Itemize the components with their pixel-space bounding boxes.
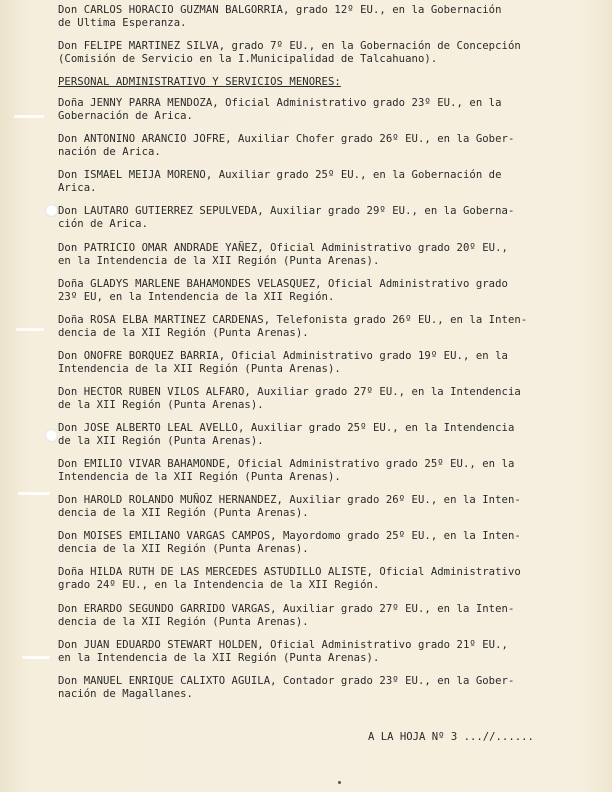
paragraph-8 xyxy=(58,278,598,304)
paragraph-line: ción de Arica. xyxy=(58,218,148,231)
paragraph-line: Don ANTONINO ARANCIO JOFRE, Auxiliar Chofer grado 26º EU., en la Gober- xyxy=(58,133,515,146)
paragraph-18 xyxy=(58,639,598,665)
paragraph-line: Gobernación de Arica. xyxy=(58,110,193,123)
paragraph-line: Don CARLOS HORACIO GUZMAN BALGORRIA, grado 12º EU., en la Gobernación xyxy=(58,4,502,16)
paragraph-line: dencia de la XII Región (Punta Arenas). xyxy=(58,507,309,520)
paragraph-line: 23º EU, en la Intendencia de la XII Región. xyxy=(58,290,335,303)
page-continuation-footer: A LA HOJA Nº 3 ...//...... xyxy=(368,731,534,743)
paragraph-line: Don JOSE ALBERTO LEAL AVELLO, Auxiliar grado 25º EU., en la Intendencia xyxy=(58,422,515,435)
paragraph-6 xyxy=(58,205,598,231)
paragraph-line: Don MANUEL ENRIQUE CALIXTO AGUILA, Contador grado 23º EU., en la Gober- xyxy=(58,674,515,687)
paragraph-line: en la Intendencia de la XII Región (Punta Arenas). xyxy=(58,651,380,664)
paragraph-line: Don PATRICIO OMAR ANDRADE YAÑEZ, Oficial Administrativo grado 20º EU., xyxy=(58,241,508,254)
paragraph-7 xyxy=(58,242,598,268)
paragraph-line: (Comisión de Servicio en la I.Municipalidad de Talcahuano). xyxy=(58,53,438,66)
paragraph-line: en la Intendencia de la XII Región (Punta Arenas). xyxy=(58,254,380,267)
paragraph-12 xyxy=(58,422,598,448)
paragraph-17 xyxy=(58,603,598,629)
paragraph-11 xyxy=(58,386,598,412)
paragraph-line: Don HAROLD ROLANDO MUÑOZ HERNANDEZ, Auxiliar grado 26º EU., en la Inten- xyxy=(58,494,521,507)
paragraph-10 xyxy=(58,350,598,376)
paragraph-line: Intendencia de la XII Región (Punta Arenas). xyxy=(58,471,341,484)
paragraph-14 xyxy=(58,494,598,520)
paragraph-line: Don ISMAEL MEIJA MORENO, Auxiliar grado 25º EU., en la Gobernación de xyxy=(58,169,502,182)
paragraph-19 xyxy=(58,675,598,701)
paragraph-15 xyxy=(58,530,598,556)
paragraph-line: Doña GLADYS MARLENE BAHAMONDES VELASQUEZ, Oficial Administrativo grado xyxy=(58,277,508,290)
paragraph-16 xyxy=(58,566,598,592)
paper-tear-mark xyxy=(22,656,50,659)
paragraph-13 xyxy=(58,458,598,484)
paragraph-line: Don ERARDO SEGUNDO GARRIDO VARGAS, Auxiliar grado 27º EU., en la Inten- xyxy=(58,602,515,615)
paragraph-9 xyxy=(58,314,598,340)
document-body xyxy=(58,4,598,711)
paragraph-line: de la XII Región (Punta Arenas). xyxy=(58,435,264,448)
paragraph-line: Don FELIPE MARTINEZ SILVA, grado 7º EU., en la Gobernación de Concepción xyxy=(58,40,521,53)
paragraph-line: Don LAUTARO GUTIERREZ SEPULVEDA, Auxiliar grado 29º EU., en la Goberna- xyxy=(58,205,515,218)
paragraph-line: Don MOISES EMILIANO VARGAS CAMPOS, Mayordomo grado 25º EU., en la Inten- xyxy=(58,530,521,543)
paragraph-line: Don HECTOR RUBEN VILOS ALFARO, Auxiliar grado 27º EU., en la Intendencia xyxy=(58,385,521,398)
paragraph-line: de Ultima Esperanza. xyxy=(58,17,187,29)
paper-tear-mark xyxy=(18,492,50,495)
ink-dot xyxy=(338,781,341,784)
paragraph-line: Don EMILIO VIVAR BAHAMONDE, Oficial Administrativo grado 25º EU., en la xyxy=(58,458,515,471)
paragraph-line: dencia de la XII Región (Punta Arenas). xyxy=(58,543,309,556)
paragraph-line: dencia de la XII Región (Punta Arenas). xyxy=(58,615,309,628)
paragraph-line: Intendencia de la XII Región (Punta Arenas). xyxy=(58,362,341,375)
paragraph-1 xyxy=(58,4,598,30)
paragraph-line: Doña HILDA RUTH DE LAS MERCEDES ASTUDILLO ALISTE, Oficial Administrativo xyxy=(58,566,521,579)
paragraph-line: Arica. xyxy=(58,182,97,195)
paragraph-line: nación de Magallanes. xyxy=(58,687,193,700)
paragraph-line: Don JUAN EDUARDO STEWART HOLDEN, Oficial Administrativo grado 21º EU., xyxy=(58,638,508,651)
paragraph-line: grado 24º EU., en la Intendencia de la XII Región. xyxy=(58,579,380,592)
paragraph-5 xyxy=(58,169,598,195)
paragraph-line: Doña JENNY PARRA MENDOZA, Oficial Administrativo grado 23º EU., en la xyxy=(58,97,502,110)
paragraph-2 xyxy=(58,40,598,66)
paragraph-line: de la XII Región (Punta Arenas). xyxy=(58,398,264,411)
paragraph-3 xyxy=(58,97,598,123)
section-heading: PERSONAL ADMINISTRATIVO Y SERVICIOS MENORES: xyxy=(58,76,341,89)
paper-tear-mark xyxy=(16,328,44,331)
punch-hole-top xyxy=(45,204,58,217)
paragraph-line: nación de Arica. xyxy=(58,146,161,159)
paragraph-line: Don ONOFRE BORQUEZ BARRIA, Oficial Administrativo grado 19º EU., en la xyxy=(58,349,508,362)
paragraph-4 xyxy=(58,133,598,159)
paragraph-line: dencia de la XII Región (Punta Arenas). xyxy=(58,326,309,339)
paragraph-line: Doña ROSA ELBA MARTINEZ CARDENAS, Telefonista grado 26º EU., en la Inten- xyxy=(58,313,528,326)
punch-hole-middle xyxy=(45,429,58,442)
paper-tear-mark xyxy=(14,115,44,118)
